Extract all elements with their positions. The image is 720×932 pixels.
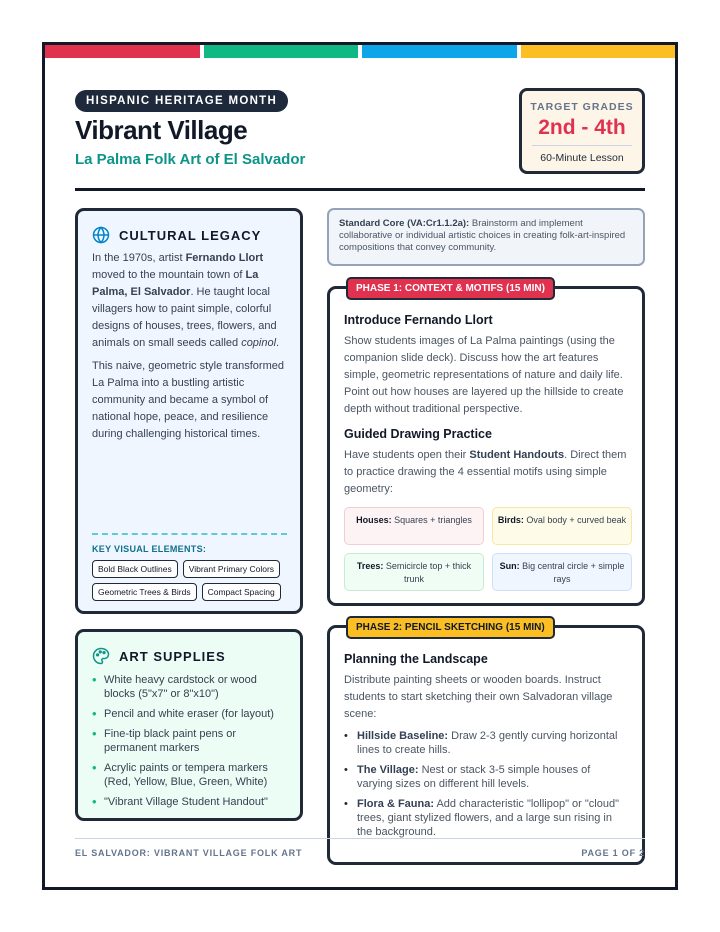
phase-2-step: • Hillside Baseline: Draw 2-3 gently curving horizontal lines to create hills. <box>344 729 628 757</box>
heritage-badge: HISPANIC HERITAGE MONTH <box>75 90 288 112</box>
phase-1-heading-2: Guided Drawing Practice <box>344 427 492 441</box>
phase-2-steps <box>344 729 628 839</box>
standard-text: Brainstorm and implement collaborative or individual artistic choices in creating folk-art-inspired compositions that convey community. <box>339 218 626 253</box>
palette-icon <box>92 647 110 665</box>
supply-item: • Acrylic paints or tempera markers (Red, Yellow, Blue, Green, White) <box>92 761 290 789</box>
phase-1-card <box>327 283 645 606</box>
header-divider <box>75 188 645 191</box>
phase-2-text: Distribute painting sheets or wooden boards. Instruct students to start sketching their own Salvadoran village scene: <box>344 674 613 720</box>
cultural-legacy-text <box>92 250 288 443</box>
globe-icon <box>92 226 110 244</box>
color-stripes <box>45 45 675 58</box>
art-supplies-card <box>75 629 303 821</box>
stripe-yellow <box>521 45 676 58</box>
visual-element-tag: Geometric Trees & Birds <box>92 583 197 601</box>
lesson-duration: 60-Minute Lesson <box>540 152 624 164</box>
art-supplies-title: ART SUPPLIES <box>119 648 226 664</box>
legacy-paragraph-1: In the 1970s, artist Fernando Llort moved to the mountain town of La Palma, El Salvador. He taught local villagers how to paint simple, colorful designs of houses, trees, flowers, and animals on small seeds called copinol. <box>92 252 280 349</box>
standard-label: Standard Core (VA:Cr1.1.2a): <box>339 218 470 229</box>
supply-item: • "Vibrant Village Student Handout" <box>92 795 290 809</box>
motif-grid <box>344 507 642 591</box>
supplies-list <box>92 673 290 809</box>
supply-item: • Pencil and white eraser (for layout) <box>92 707 290 721</box>
page-title: Vibrant Village <box>75 115 248 145</box>
legacy-paragraph-2: This naive, geometric style transformed La Palma into a bustling artistic community and became a symbol of national hope, peace, and resilience during challenging historical times. <box>92 360 284 440</box>
phase-1-heading-1: Introduce Fernando Llort <box>344 313 493 327</box>
grade-value: 2nd - 4th <box>538 116 626 139</box>
footer-divider <box>75 838 645 839</box>
target-grades-box <box>519 88 645 174</box>
art-supplies-header <box>92 647 300 665</box>
dashed-divider <box>92 533 287 535</box>
standard-core-box <box>327 208 645 266</box>
phase-1-text-2: Have students open their Student Handouts. Direct them to practice drawing the 4 essential motifs using simple geometry: <box>344 449 627 495</box>
phase-1-tag: PHASE 1: CONTEXT & MOTIFS (15 MIN) <box>346 277 555 300</box>
motif-houses: Houses: Squares + triangles <box>344 507 484 545</box>
grade-label: TARGET GRADES <box>530 101 634 113</box>
stripe-red <box>45 45 200 58</box>
cultural-legacy-title: CULTURAL LEGACY <box>119 227 262 243</box>
motif-trees: Trees: Semicircle top + thick trunk <box>344 553 484 591</box>
visual-element-tag: Vibrant Primary Colors <box>183 560 280 578</box>
visual-element-tag: Compact Spacing <box>202 583 281 601</box>
cultural-legacy-header <box>92 226 300 244</box>
phase-2-step: • The Village: Nest or stack 3-5 simple houses of varying sizes on different hill levels. <box>344 763 628 791</box>
phase-2-heading: Planning the Landscape <box>344 652 488 666</box>
visual-element-tag: Bold Black Outlines <box>92 560 178 578</box>
supply-item: • Fine-tip black paint pens or permanent markers <box>92 727 290 755</box>
stripe-blue <box>362 45 517 58</box>
supply-item: • White heavy cardstock or wood blocks (5"x7" or 8"x10") <box>92 673 290 701</box>
motif-birds: Birds: Oval body + curved beak <box>492 507 632 545</box>
grade-divider <box>532 145 632 146</box>
page-subtitle: La Palma Folk Art of El Salvador <box>75 151 306 168</box>
page-number: PAGE 1 OF 2 <box>581 848 645 858</box>
motif-sun: Sun: Big central circle + simple rays <box>492 553 632 591</box>
key-visual-elements-label: KEY VISUAL ELEMENTS: <box>92 544 207 554</box>
footer-title: EL SALVADOR: VIBRANT VILLAGE FOLK ART <box>75 848 303 858</box>
phase-2-tag: PHASE 2: PENCIL SKETCHING (15 MIN) <box>346 616 555 639</box>
phase-2-step: • Flora & Fauna: Add characteristic "lollipop" or "cloud" trees, giant stylized flowers, and a large sun rising in the background. <box>344 797 628 839</box>
cultural-legacy-card <box>75 208 303 614</box>
stripe-green <box>204 45 359 58</box>
phase-1-text-1: Show students images of La Palma paintings (using the companion slide deck). Discuss how the art features simple, geometric representations of nature and daily life. Point out how houses are layered up the hillside to create depth without traditional perspective. <box>344 335 624 415</box>
handout-page <box>42 42 678 890</box>
key-visual-elements-tags <box>92 560 292 601</box>
phase-2-card <box>327 622 645 865</box>
